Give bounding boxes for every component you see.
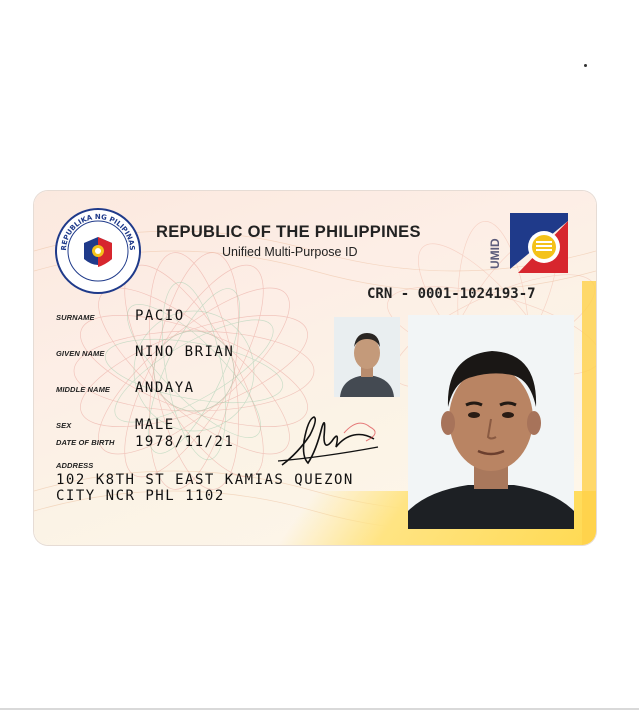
given-name-label: GIVEN NAME (56, 349, 105, 358)
sex-value: MALE (135, 417, 175, 433)
scan-speck (584, 64, 587, 67)
dob-label: DATE OF BIRTH (56, 438, 115, 447)
address-line-1: 102 K8TH ST EAST KAMIAS QUEZON (56, 472, 354, 488)
surname-label: SURNAME (56, 313, 95, 322)
sex-label: SEX (56, 421, 72, 430)
svg-text:UMID: UMID (488, 238, 502, 269)
card-title: REPUBLIC OF THE PHILIPPINES (156, 223, 421, 241)
id-card (34, 191, 596, 545)
holder-signature (274, 407, 386, 471)
page-bottom-border (0, 708, 639, 710)
seal-text: REPUBLIKA NG PILIPINAS (59, 212, 137, 251)
middle-name-label: MIDDLE NAME (56, 385, 111, 394)
middle-name-value: ANDAYA (135, 380, 195, 396)
yellow-accent-strip (582, 281, 596, 545)
address-label: ADDRESS (56, 461, 94, 470)
umid-logo-icon (508, 211, 570, 275)
dob-value: 1978/11/21 (135, 434, 235, 450)
surname-value: PACIO (135, 308, 185, 324)
philippine-seal-icon (54, 207, 142, 295)
umid-vertical-label (486, 217, 504, 271)
crn-number: CRN - 0001-1024193-7 (367, 286, 536, 302)
holder-photo (408, 315, 574, 529)
card-subtitle: Unified Multi-Purpose ID (222, 245, 358, 259)
given-name-value: NINO BRIAN (135, 344, 235, 360)
small-ghost-photo (334, 317, 400, 397)
address-line-2: CITY NCR PHL 1102 (56, 488, 225, 504)
